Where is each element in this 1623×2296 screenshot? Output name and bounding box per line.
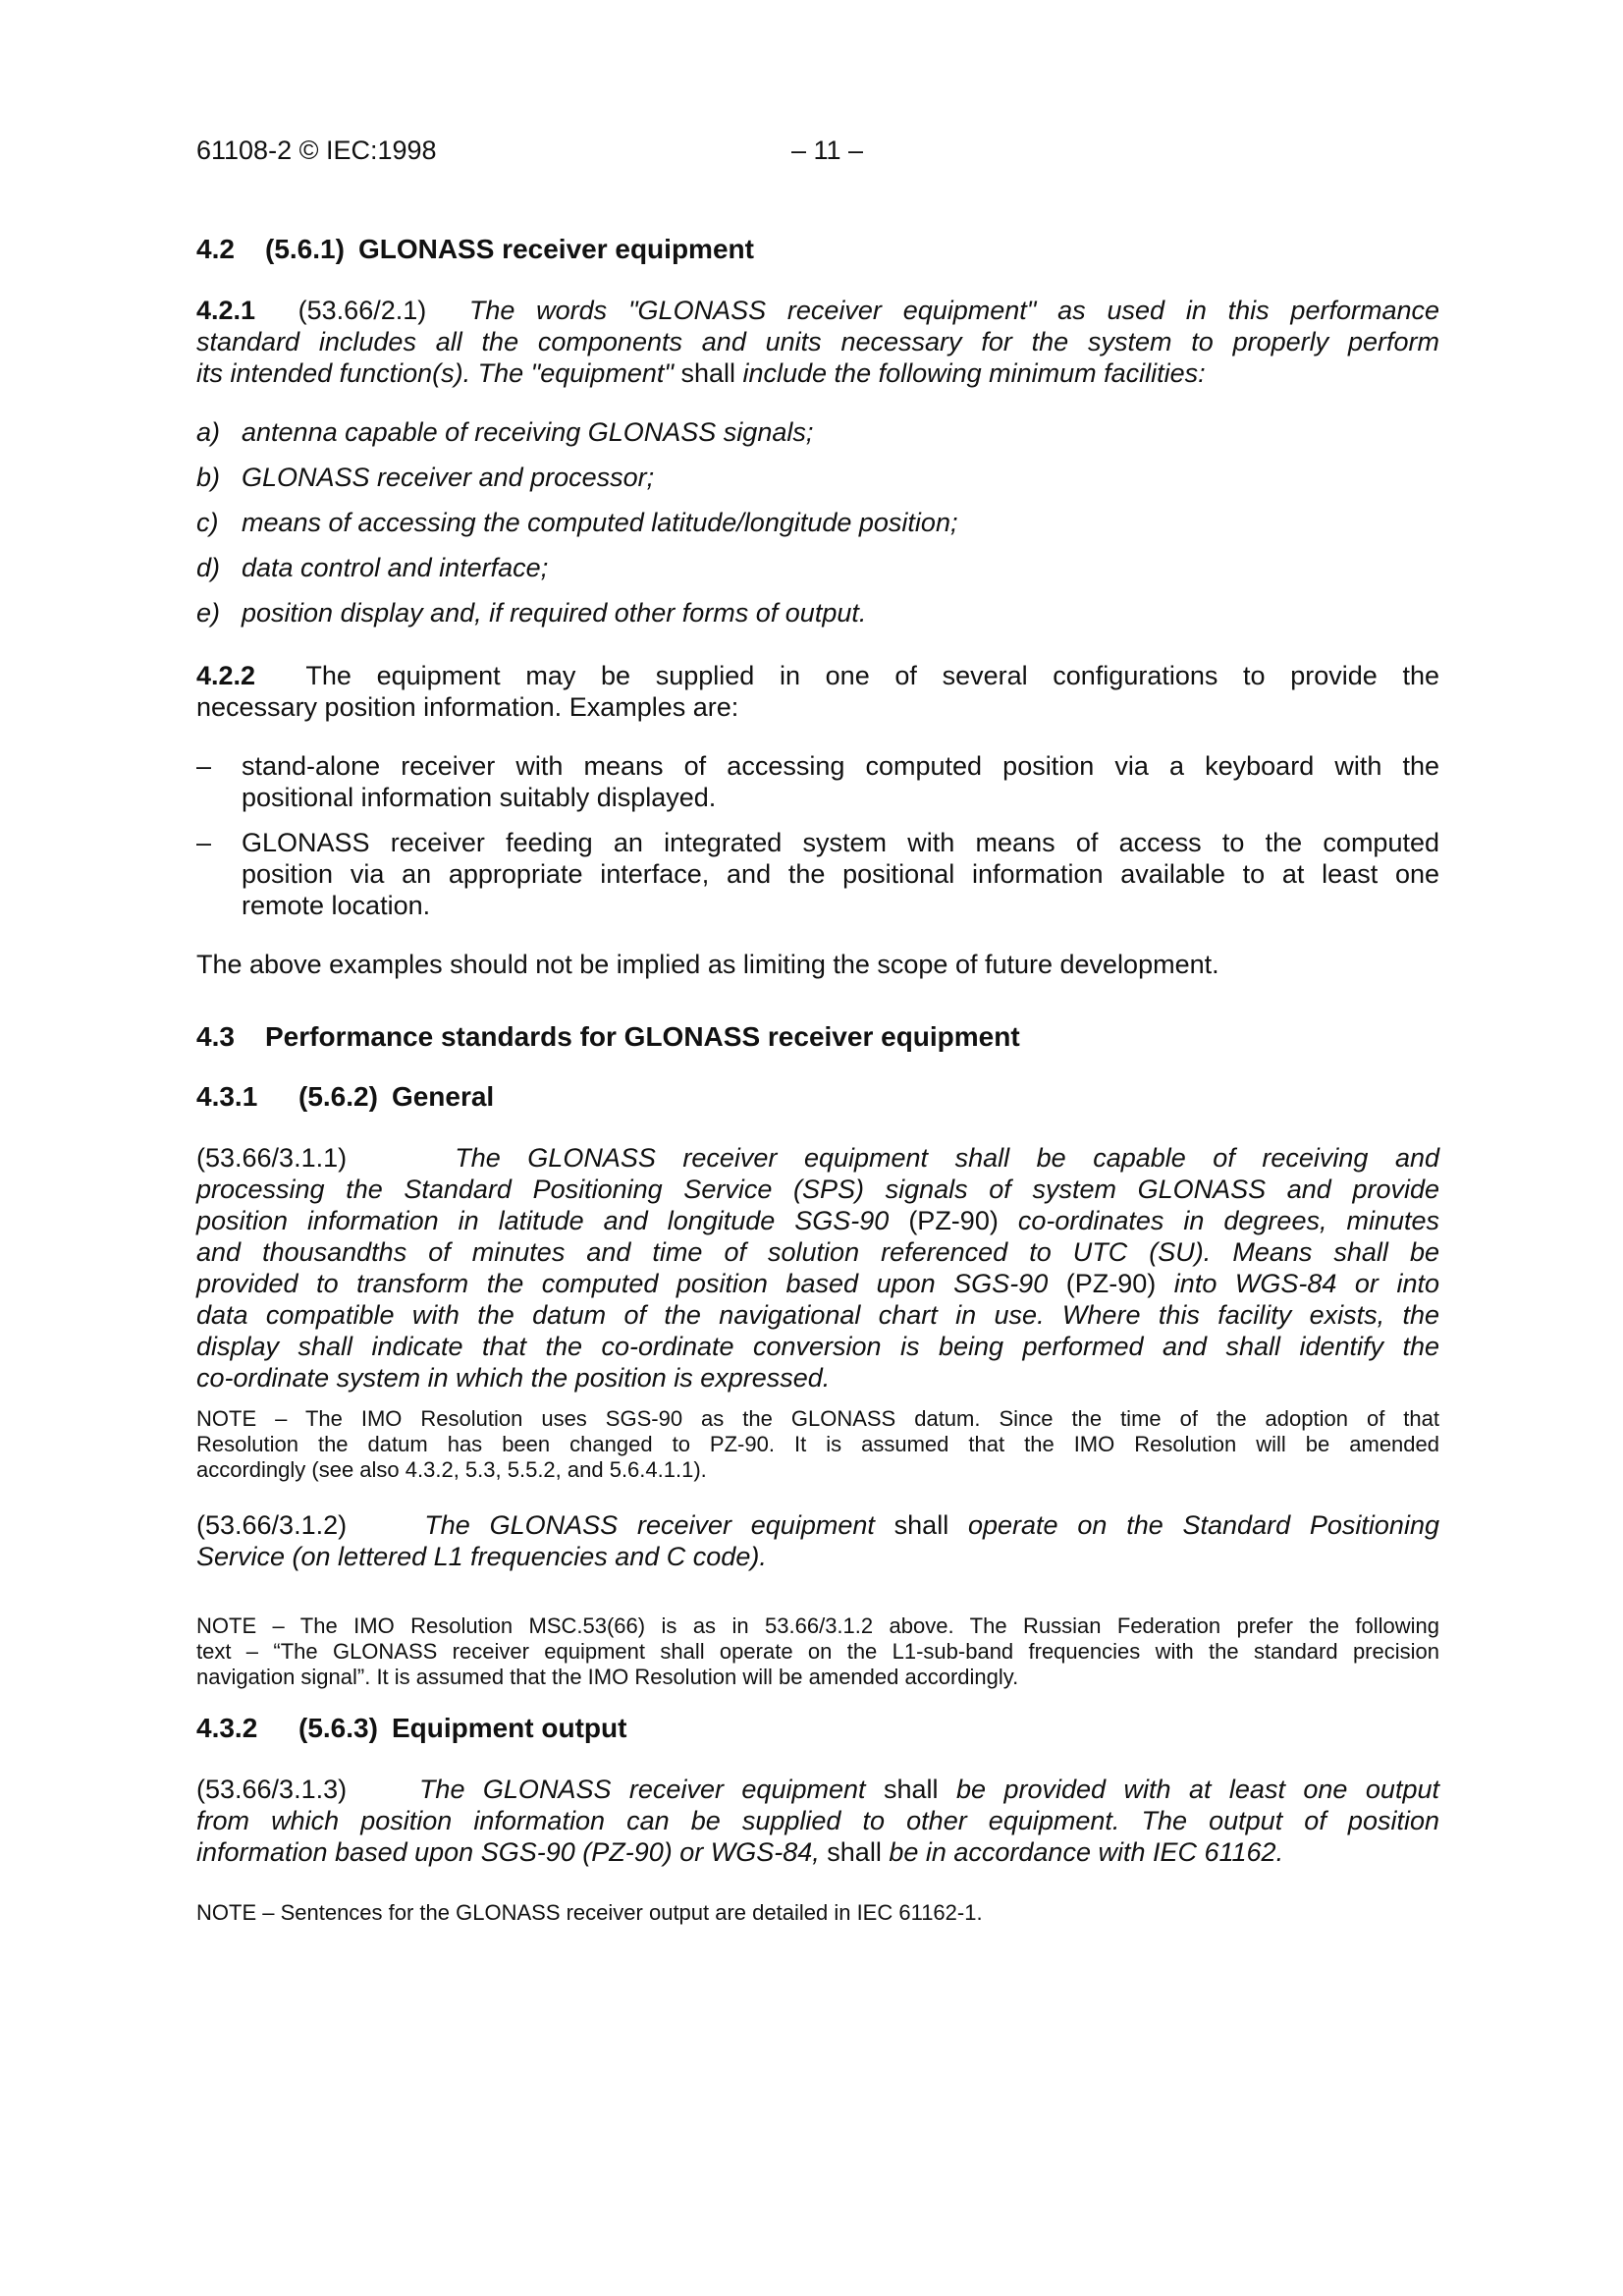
paragraph-line: Service (on lettered L1 frequencies and C code). xyxy=(196,1542,767,1571)
paragraph-line: remote location. xyxy=(242,891,431,920)
line-text-shall: shall xyxy=(874,1510,968,1540)
line-text: include the following minimum facilities: xyxy=(742,358,1206,388)
line-text: The equipment may be supplied in one of several configurations to provide the xyxy=(305,661,1439,690)
note-line: NOTE – The IMO Resolution MSC.53(66) is as in 53.66/3.1.2 above. The Russian Federation prefer the following xyxy=(196,1613,1439,1638)
paragraph-line: stand-alone receiver with means of accessing computed position via a keyboard with the xyxy=(242,751,1439,781)
paragraph-line xyxy=(196,1205,1439,1236)
heading-number: 4.2 xyxy=(196,234,235,264)
paragraph-line xyxy=(196,295,1439,326)
note-output-sentences: NOTE – Sentences for the GLONASS receiver output are detailed in IEC 61162-1. xyxy=(196,1900,983,1925)
line-text: (PZ-90) xyxy=(1065,1269,1157,1298)
paragraph-line xyxy=(196,1142,1439,1174)
page-number: – 11 – xyxy=(791,136,864,165)
heading-ref: (5.6.3) xyxy=(298,1713,378,1743)
heading-title: Equipment output xyxy=(391,1713,627,1743)
paragraph-line: necessary position information. Examples are: xyxy=(196,692,739,722)
paragraph-line: GLONASS receiver feeding an integrated system with means of access to the computed xyxy=(242,828,1439,857)
heading-number: 4.3.1 xyxy=(196,1081,258,1112)
note-datum xyxy=(196,1406,1439,1483)
examples-remark: The above examples should not be implied as limiting the scope of future development. xyxy=(196,950,1219,979)
clause-ref: (53.66/3.1.2) xyxy=(196,1510,348,1540)
dash-bullet: – xyxy=(196,751,212,781)
line-text: (PZ-90) xyxy=(908,1206,999,1235)
paragraph-3-1-1 xyxy=(196,1142,1439,1394)
heading-number: 4.3 xyxy=(196,1021,235,1052)
heading-title: General xyxy=(391,1081,495,1112)
line-text: operate on the Standard Positioning xyxy=(968,1510,1439,1540)
heading-title: GLONASS receiver equipment xyxy=(357,234,754,264)
paragraph-line: display shall indicate that the co-ordinate conversion is being performed and shall identify the xyxy=(196,1332,1439,1361)
paragraph-line: position via an appropriate interface, and the positional information available to at least one xyxy=(242,859,1439,889)
paragraph-4-2-1 xyxy=(196,295,1439,389)
paragraph-line: from which position information can be supplied to other equipment. The output of position xyxy=(196,1806,1439,1835)
note-line: navigation signal”. It is assumed that the IMO Resolution will be amended accordingly. xyxy=(196,1665,1019,1689)
clause-ref: (53.66/3.1.3) xyxy=(196,1775,348,1804)
note-line: text – “The GLONASS receiver equipment shall operate on the L1-sub-band frequencies with the standard precision xyxy=(196,1639,1439,1664)
line-text: position information in latitude and longitude SGS-90 xyxy=(196,1206,909,1235)
paragraph-3-1-3 xyxy=(196,1774,1439,1868)
list-label: e) xyxy=(196,598,221,628)
list-label: a) xyxy=(196,417,221,447)
paragraph-3-1-2 xyxy=(196,1509,1439,1572)
list-label: d) xyxy=(196,553,221,582)
clause-number: 4.2.2 xyxy=(196,661,256,690)
heading-ref: (5.6.1) xyxy=(265,234,345,264)
line-text: co-ordinates in degrees, minutes xyxy=(998,1206,1439,1235)
paragraph-line xyxy=(196,1509,1439,1541)
paragraph-line: co-ordinate system in which the position is expressed. xyxy=(196,1363,831,1393)
clause-number: 4.2.1 xyxy=(196,296,256,325)
paragraph-line xyxy=(196,1836,1439,1868)
list-text: antenna capable of receiving GLONASS signals; xyxy=(242,417,814,447)
paragraph-line xyxy=(196,1774,1439,1805)
note-line: Resolution the datum has been changed to PZ-90. It is assumed that the IMO Resolution will be amended xyxy=(196,1432,1439,1456)
line-text-shall: shall xyxy=(865,1775,956,1804)
dash-bullet: – xyxy=(196,828,212,857)
paragraph-line: data compatible with the datum of the navigational chart in use. Where this facility exists, the xyxy=(196,1300,1439,1330)
paragraph-4-2-2 xyxy=(196,660,1439,723)
example-item-2 xyxy=(242,827,1439,921)
line-text: its intended function(s). The "equipment" xyxy=(196,358,674,388)
list-label: c) xyxy=(196,508,219,537)
line-text: provided to transform the computed position based upon SGS-90 xyxy=(196,1269,1066,1298)
paragraph-line: and thousandths of minutes and time of solution referenced to UTC (SU). Means shall be xyxy=(196,1237,1439,1267)
heading-number: 4.3.2 xyxy=(196,1713,258,1743)
list-text: GLONASS receiver and processor; xyxy=(242,463,655,492)
note-msc xyxy=(196,1613,1439,1690)
page-header-doc-id: 61108-2 © IEC:1998 xyxy=(196,136,437,165)
heading-4-3-1 xyxy=(196,1081,1439,1113)
heading-title: Performance standards for GLONASS receiver equipment xyxy=(265,1021,1020,1052)
clause-ref: (53.66/2.1) xyxy=(298,296,427,325)
line-text: be in accordance with IEC 61162. xyxy=(889,1837,1284,1867)
paragraph-line: processing the Standard Positioning Service (SPS) signals of system GLONASS and provide xyxy=(196,1175,1439,1204)
paragraph-line: positional information suitably displayed. xyxy=(242,783,717,812)
list-text: means of accessing the computed latitude/longitude position; xyxy=(242,508,958,537)
line-text-shall: shall xyxy=(673,358,743,388)
note-line: NOTE – The IMO Resolution uses SGS-90 as the GLONASS datum. Since the time of the adoption of that xyxy=(196,1406,1439,1431)
clause-ref: (53.66/3.1.1) xyxy=(196,1143,348,1173)
line-text: information based upon SGS-90 (PZ-90) or WGS-84, xyxy=(196,1837,820,1867)
line-text: The GLONASS receiver equipment xyxy=(418,1775,866,1804)
line-text: The GLONASS receiver equipment shall be capable of receiving and xyxy=(455,1143,1439,1173)
heading-4-2 xyxy=(196,234,1439,265)
heading-4-3-2 xyxy=(196,1713,1439,1744)
list-text: position display and, if required other forms of output. xyxy=(242,598,867,628)
example-item-1 xyxy=(242,750,1439,813)
note-line: accordingly (see also 4.3.2, 5.3, 5.5.2, and 5.6.4.1.1). xyxy=(196,1457,707,1482)
heading-ref: (5.6.2) xyxy=(298,1081,378,1112)
line-text: be provided with at least one output xyxy=(955,1775,1439,1804)
paragraph-line xyxy=(196,1268,1439,1299)
paragraph-line xyxy=(196,660,1439,691)
list-label: b) xyxy=(196,463,221,492)
line-text: The GLONASS receiver equipment xyxy=(424,1510,875,1540)
line-text: into WGS-84 or into xyxy=(1156,1269,1439,1298)
list-text: data control and interface; xyxy=(242,553,549,582)
heading-4-3 xyxy=(196,1021,1439,1053)
paragraph-line: standard includes all the components and units necessary for the system to properly perform xyxy=(196,327,1439,356)
line-text: The words "GLONASS receiver equipment" as used in this performance xyxy=(468,296,1439,325)
line-text-shall: shall xyxy=(819,1837,890,1867)
paragraph-line xyxy=(196,357,1439,389)
